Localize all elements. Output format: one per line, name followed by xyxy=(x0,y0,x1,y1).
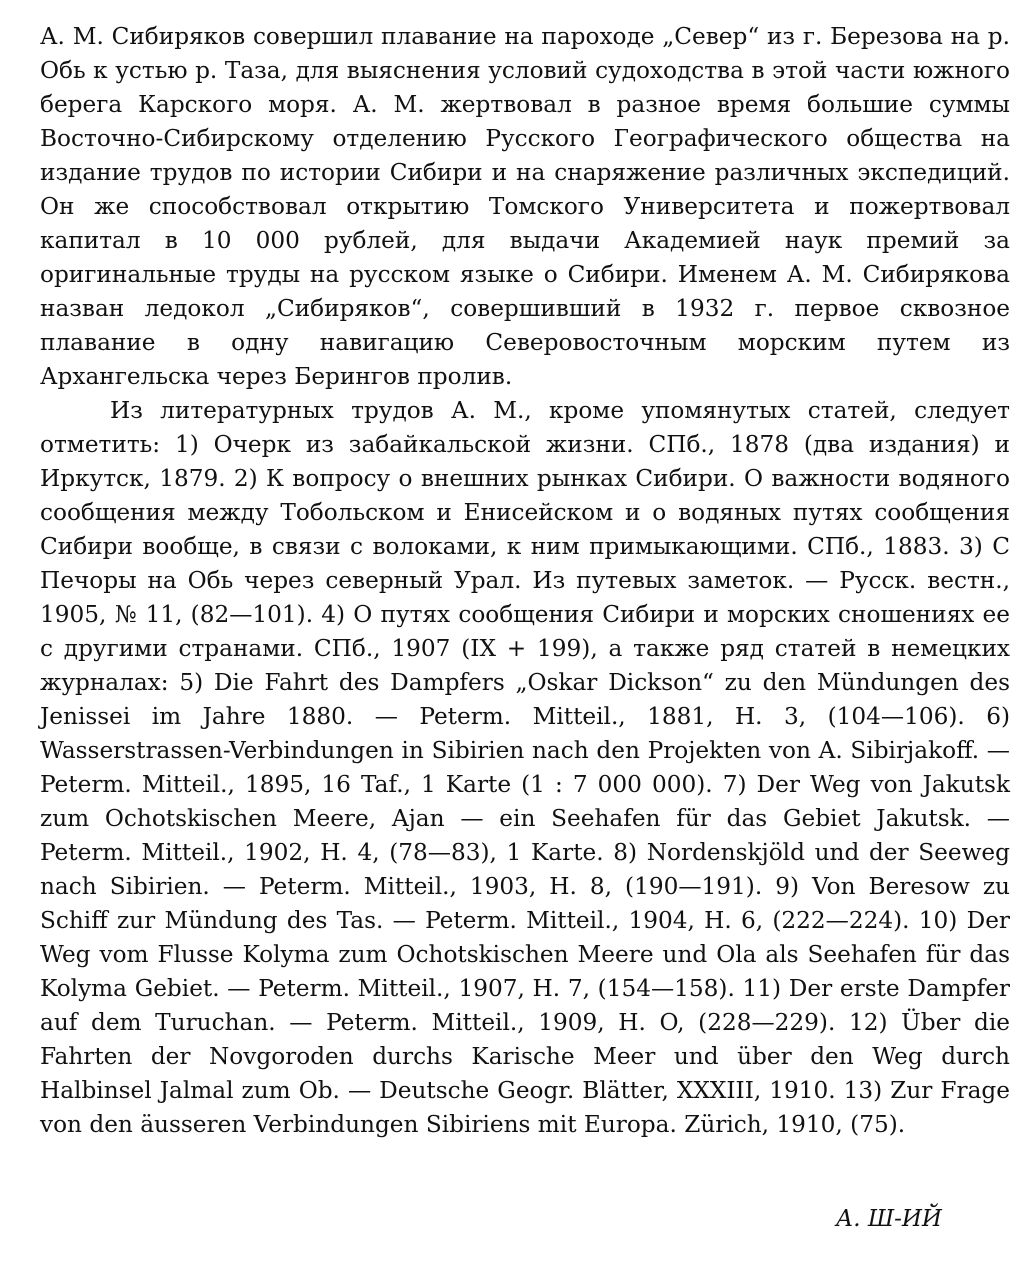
paragraph-biography: А. М. Сибиряков совершил плавание на пароходе „Север“ из г. Березова на р. Обь к устью р. Таза, для выяснения условий судоходства в этой части южного берега Карского моря. А. М. жертвовал в разное время большие суммы Восточно-Сибирскому отделению Русского Географического общества на издание трудов по истории Сибири и на снаряжение различных экспедиций. Он же способствовал открытию Томского Университета и пожертвовал капитал в 10 000 рублей, для выдачи Академией наук премий за оригинальные труды на русском языке о Сибири. Именем А. М. Сибирякова назван ледокол „Сибиряков“, совершивший в 1932 г. первое сквозное плавание в одну навигацию Северовосточным морским путем из Архангельска через Берингов пролив. xyxy=(40,23,1010,390)
author-signature: А. Ш-ИЙ xyxy=(835,1206,942,1232)
document-body xyxy=(40,20,1010,1142)
paragraph-bibliography: Из литературных трудов А. М., кроме упомянутых статей, следует отметить: 1) Очерк из забайкальской жизни. СПб., 1878 (два издания) и Иркутск, 1879. 2) К вопросу о внешних рынках Сибири. О важности водяного сообщения между Тобольском и Енисейском и о водяных путях сообщения Сибири вообще, в связи с волоками, к ним примыкающими. СПб., 1883. 3) С Печоры на Обь через северный Урал. Из путевых заметок. — Русск. вестн., 1905, № 11, (82—101). 4) О путях сообщения Сибири и морских сношениях ее с другими странами. СПб., 1907 (IX + 199), а также ряд статей в немецких журналах: 5) Die Fahrt des Dampfers „Oskar Dickson“ zu den Mündungen des Jenissei im Jahre 1880. — Peterm. Mitteil., 1881, H. 3, (104—106). 6) Wasserstrassen-Verbindungen in Sibirien nach den Projekten von A. Sibirjakoff. — Peterm. Mitteil., 1895, 16 Taf., 1 Karte (1 : 7 000 000). 7) Der Weg von Jakutsk zum Ochotskischen Meere, Ajan — ein Seehafen für das Gebiet Jakutsk. — Peterm. Mitteil., 1902, H. 4, (78—83), 1 Karte. 8) Nordenskjöld und der Seeweg nach Sibirien. — Peterm. Mitteil., 1903, H. 8, (190—191). 9) Von Beresow zu Schiff zur Mündung des Tas. — Peterm. Mitteil., 1904, H. 6, (222—224). 10) Der Weg vom Flusse Kolyma zum Ochotskischen Meere und Ola als Seehafen für das Kolyma Gebiet. — Peterm. Mitteil., 1907, H. 7, (154—158). 11) Der erste Dampfer auf dem Turuchan. — Peterm. Mitteil., 1909, H. O, (228—229). 12) Über die Fahrten der Novgoroden durchs Karische Meer und über den Weg durch Halbinsel Jalmal zum Ob. — Deutsche Geogr. Blätter, XXXIII, 1910. 13) Zur Frage von den äusseren Verbindungen Sibiriens mit Europa. Zürich, 1910, (75). xyxy=(40,397,1010,1138)
